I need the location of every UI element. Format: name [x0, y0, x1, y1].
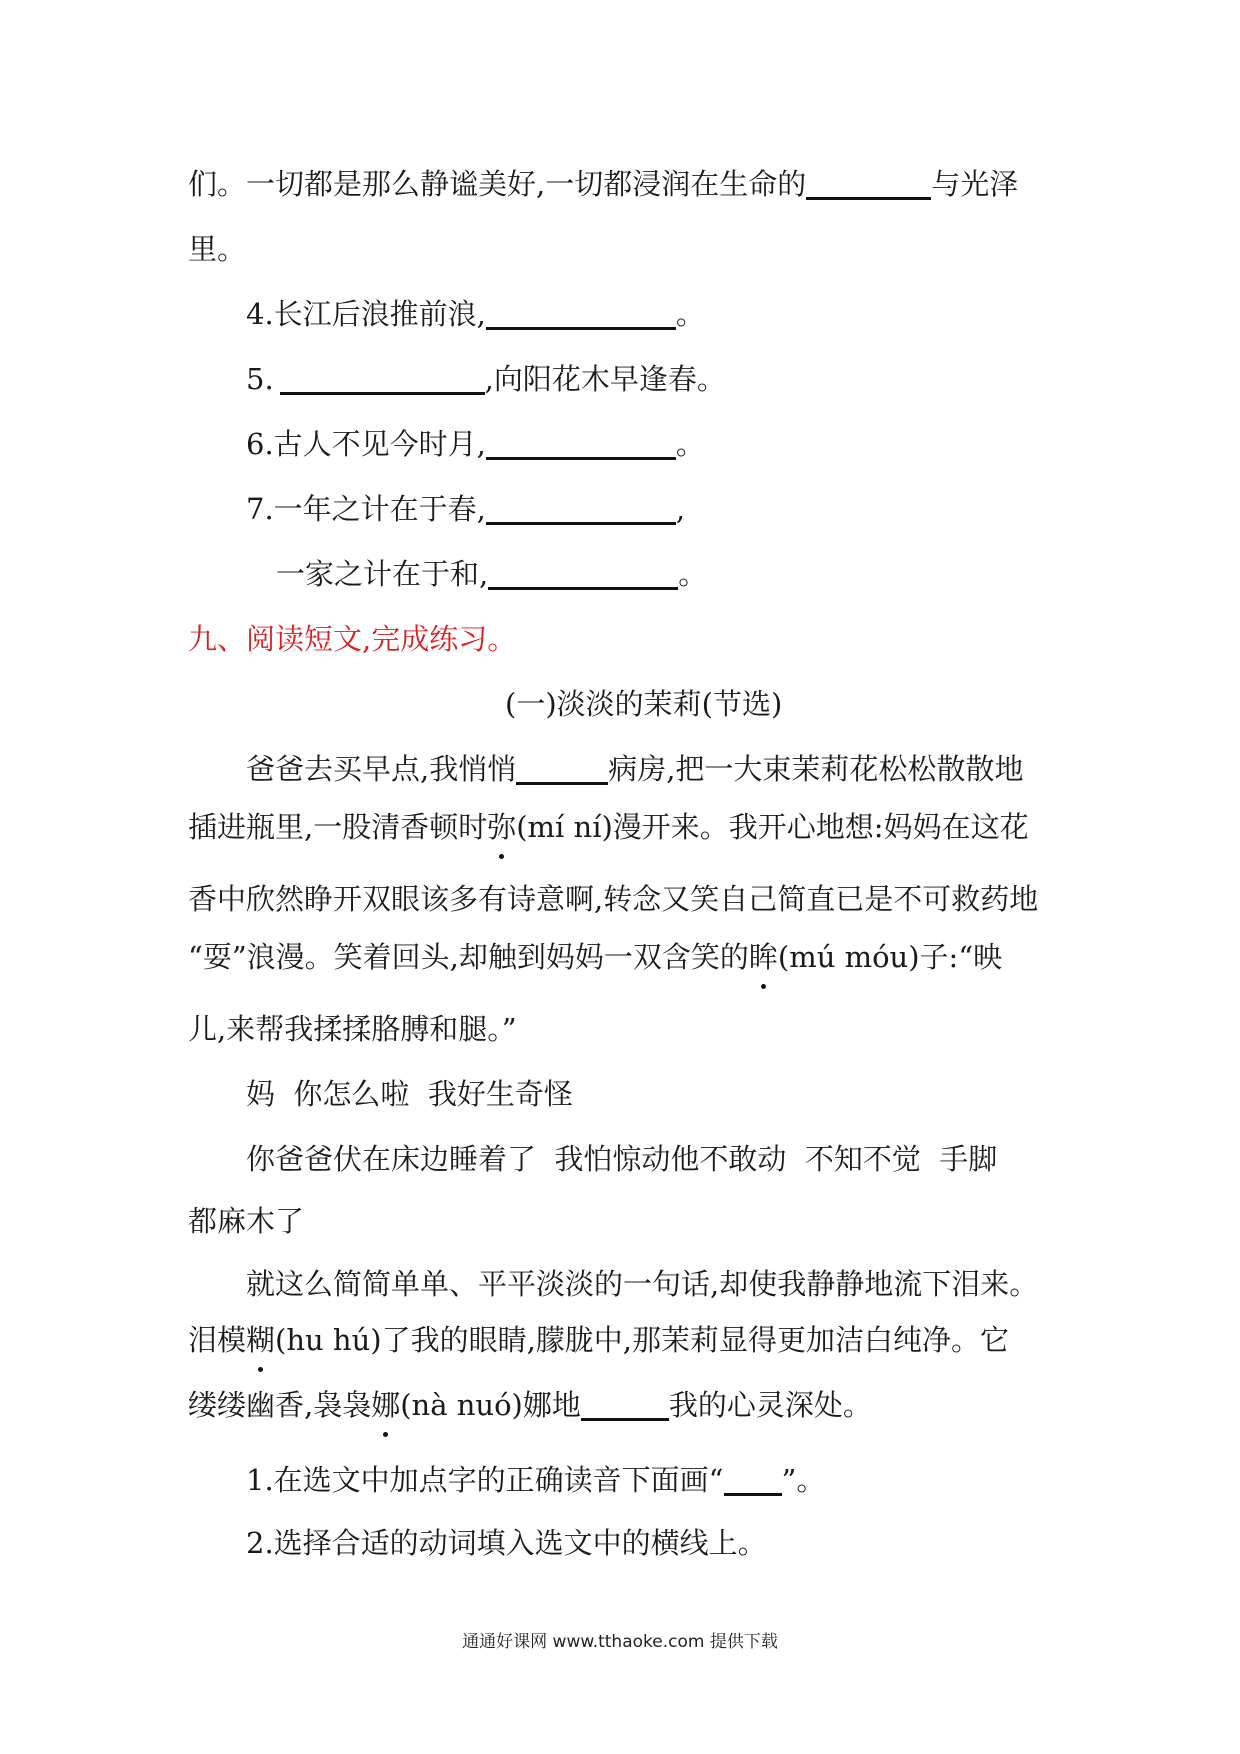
passage-line: 泪模糊(hu hú)了我的眼睛,朦胧中,那茉莉显得更加洁白纯净。它	[188, 1320, 1009, 1360]
passage-line-unpunctuated: 你爸爸伏在床边睡着了 我怕惊动他不敢动 不知不觉 手脚	[246, 1142, 998, 1176]
dotted-character: 糊	[246, 1320, 275, 1360]
passage-line: 缕缕幽香,袅袅娜(nà nuó)娜地 我的心灵深处。	[188, 1385, 872, 1425]
passage-line: 爸爸去买早点,我悄悄 病房,把一大束茉莉花松松散散地	[246, 752, 1024, 786]
dotted-character: 娜	[371, 1385, 400, 1425]
fill-blank[interactable]	[581, 1390, 669, 1421]
fill-blank[interactable]	[486, 429, 676, 460]
passage-line: 都麻木了	[188, 1204, 305, 1238]
fill-blank[interactable]	[488, 559, 678, 590]
fill-blank[interactable]	[280, 364, 485, 395]
question-7: 7.一年之计在于春, ,	[246, 492, 686, 526]
question-4: 4.长江后浪推前浪, 。	[246, 297, 705, 331]
text-line: 们。一切都是那么静谧美好,一切都浸润在生命的 与光泽	[188, 167, 1019, 201]
fill-blank[interactable]	[806, 169, 931, 200]
question-1: 1.在选文中加点字的正确读音下面画“ ”。	[246, 1463, 826, 1497]
answer-underline-sample	[724, 1465, 782, 1496]
question-7-second: 一家之计在于和, 。	[276, 557, 708, 591]
passage-line: “耍”浪漫。笑着回头,却触到妈妈一双含笑的眸(mú móu)子:“映	[188, 937, 1002, 977]
passage-title: (一)淡淡的茉莉(节选)	[505, 687, 783, 721]
passage-line-unpunctuated: 妈 你怎么啦 我好生奇怪	[246, 1077, 573, 1111]
passage-line: 插进瓶里,一股清香顿时弥(mí ní)漫开来。我开心地想:妈妈在这花	[188, 807, 1029, 847]
question-2: 2.选择合适的动词填入选文中的横线上。	[246, 1526, 767, 1560]
passage-line: 香中欣然睁开双眼该多有诗意啊,转念又笑自己简直已是不可救药地	[188, 882, 1039, 916]
question-5: 5. ,向阳花木早逢春。	[246, 362, 726, 396]
question-6: 6.古人不见今时月, 。	[246, 427, 705, 461]
fill-blank[interactable]	[486, 299, 676, 330]
fill-blank[interactable]	[486, 494, 676, 525]
dotted-character: 眸	[749, 937, 778, 977]
text-line: 里。	[188, 232, 247, 266]
passage-line: 就这么简简单单、平平淡淡的一句话,却使我静静地流下泪来。	[246, 1267, 1039, 1301]
section-heading: 九、阅读短文,完成练习。	[188, 622, 517, 656]
page-footer: 通通好课网 www.tthaoke.com 提供下载	[462, 1632, 778, 1652]
passage-line: 儿,来帮我揉揉胳膊和腿。”	[188, 1012, 517, 1046]
fill-blank[interactable]	[516, 754, 608, 785]
dotted-character: 弥	[487, 807, 516, 847]
